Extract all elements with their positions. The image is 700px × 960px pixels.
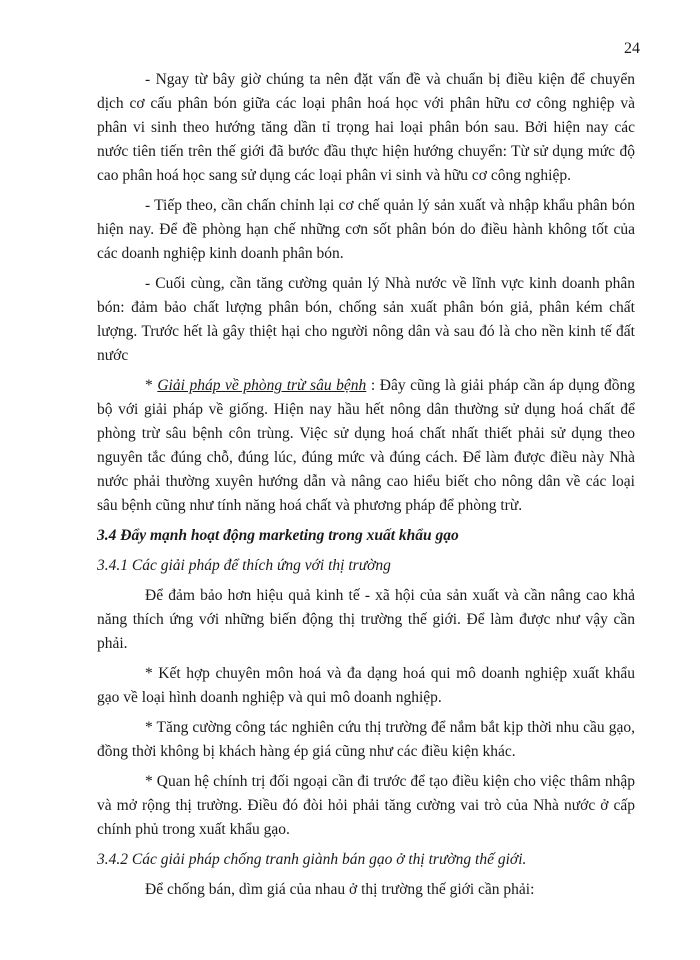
paragraph-fertilizer-management: - Tiếp theo, cần chấn chỉnh lại cơ chế quản lý sản xuất và nhập khẩu phân bón hiện nay. Để đề phòng hạn chế những cơn sốt phân bón do điều hành không tốt của các doanh nghiệp kinh doanh phân bón. — [97, 197, 635, 262]
subsection-heading-3-4-1: 3.4.1 Các giải pháp để thích ứng với thị trường — [97, 557, 391, 574]
paragraph-market-research: * Tăng cường công tác nghiên cứu thị trường để nắm bắt kịp thời nhu cầu gạo, đồng thời không bị khách hàng ép giá cũng như các điều kiện khác. — [97, 719, 635, 760]
paragraph-market-adaptation: Để đảm bảo hơn hiệu quả kinh tế - xã hội của sản xuất và cần nâng cao khả năng thích ứng với những biến động thị trường thế giới. Để làm được như vậy cần phải. — [97, 587, 635, 652]
paragraph-state-management: - Cuối cùng, cần tăng cường quản lý Nhà nước về lĩnh vực kinh doanh phân bón: đảm bảo chất lượng phân bón, chống sản xuất phân bón giả, phân kém chất lượng. Trước hết là gây thiệt hại cho người nông dân và sau đó là cho nền kinh tế đất nước — [97, 275, 635, 364]
paragraph-foreign-relations: * Quan hệ chính trị đối ngoại cần đi trước để tạo điều kiện cho việc thâm nhập và mở rộng thị trường. Điều đó đòi hỏi phải tăng cường vai trò của Nhà nước ở cấp chính phủ trong xuất khẩu gạo. — [97, 773, 635, 838]
document-body — [97, 68, 635, 908]
pest-bullet: * — [145, 377, 158, 394]
paragraph-specialization: * Kết hợp chuyên môn hoá và đa dạng hoá qui mô doanh nghiệp xuất khẩu gạo về loại hình doanh nghiệp và qui mô doanh nghiệp. — [97, 665, 635, 706]
paragraph-anti-dumping: Để chống bán, dìm giá của nhau ở thị trường thế giới cần phải: — [145, 881, 535, 898]
paragraph-pest-control — [97, 374, 635, 518]
page-number: 24 — [624, 40, 640, 57]
pest-control-text: : Đây cũng là giải pháp cần áp dụng đồng bộ với giải pháp về giống. Hiện nay hầu hết nông dân thường sử dụng hoá chất để phòng trừ sâu bệnh côn trùng. Việc sử dụng hoá chất nhất thiết phải sử dụng theo nguyên tắc đúng chỗ, đúng lúc, đúng mức và đúng cách. Để làm được điều này Nhà nước phải thường xuyên hướng dẫn và nâng cao hiểu biết cho nông dân về các loại sâu bệnh cũng như tính năng hoá chất và phương pháp để phòng trừ. — [97, 377, 635, 514]
pest-control-label: Giải pháp về phòng trừ sâu bệnh — [157, 377, 367, 394]
section-heading-3-4: 3.4 Đẩy mạnh hoạt động marketing trong xuất khẩu gạo — [97, 527, 459, 544]
paragraph-fertilizer-structure: - Ngay từ bây giờ chúng ta nên đặt vấn đề và chuẩn bị điều kiện để chuyển dịch cơ cấu phân bón giữa các loại phân hoá học với phân hữu cơ công nghiệp và phân vi sinh theo hướng tăng dần tỉ trọng hai loại phân bón sau. Bởi hiện nay các nước tiên tiến trên thế giới đã bước đầu thực hiện hướng chuyển: Từ sử dụng mức độ cao phân hoá học sang sử dụng các loại phân vi sinh và hữu cơ công nghiệp. — [97, 71, 635, 184]
subsection-heading-3-4-2: 3.4.2 Các giải pháp chống tranh giành bán gạo ở thị trường thế giới. — [97, 851, 527, 868]
